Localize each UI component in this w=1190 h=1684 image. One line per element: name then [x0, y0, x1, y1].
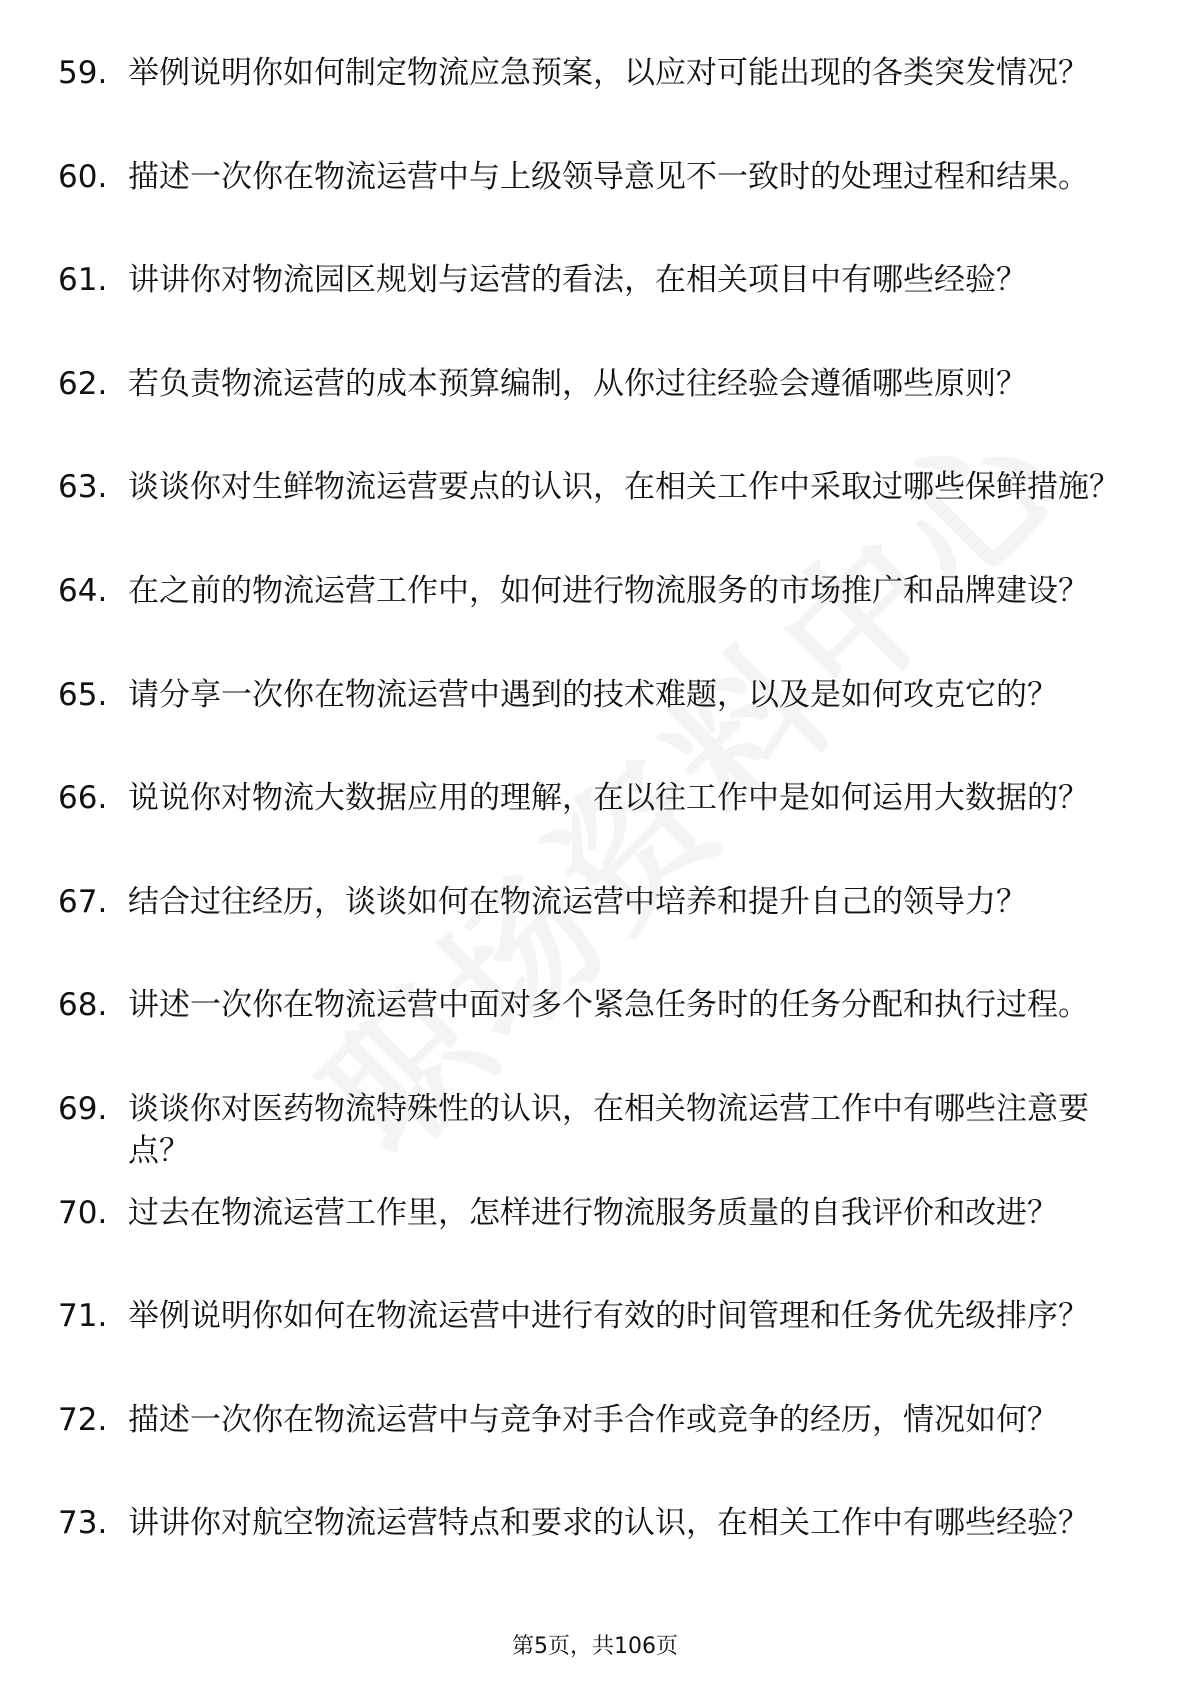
question-text: 举例说明你如何制定物流应急预案，以应对可能出现的各类突发情况？	[128, 55, 1089, 91]
page-number-label: 第5页，共106页	[512, 1634, 678, 1659]
question-item-61	[58, 259, 1128, 363]
question-text: 若负责物流运营的成本预算编制，从你过往经验会遵循哪些原则？	[128, 365, 1027, 402]
question-text: 描述一次你在物流运营中与上级领导意见不一致时的处理过程和结果。	[128, 158, 1089, 195]
question-number: 59.	[58, 55, 108, 91]
question-number: 73.	[58, 1505, 108, 1542]
question-item-65	[58, 674, 1128, 778]
question-text: 请分享一次你在物流运营中遇到的技术难题，以及是如何攻克它的？	[128, 676, 1058, 713]
question-number: 65.	[58, 676, 108, 713]
question-item-71	[58, 1295, 1128, 1399]
question-item-69	[58, 1088, 1128, 1192]
question-text: 讲讲你对航空物流运营特点和要求的认识，在相关工作中有哪些经验？	[128, 1505, 1089, 1542]
question-list	[58, 52, 1128, 1606]
question-text: 结合过往经历，谈谈如何在物流运营中培养和提升自己的领导力？	[128, 883, 1027, 920]
question-item-64	[58, 570, 1128, 674]
question-number: 62.	[58, 365, 108, 402]
question-number: 64.	[58, 572, 108, 609]
question-number: 60.	[58, 158, 108, 195]
question-text: 说说你对物流大数据应用的理解，在以往工作中是如何运用大数据的？	[128, 780, 1089, 817]
question-number: 70.	[58, 1194, 108, 1231]
question-text: 举例说明你如何在物流运营中进行有效的时间管理和任务优先级排序？	[128, 1298, 1089, 1335]
question-item-60	[58, 156, 1128, 260]
question-text: 在之前的物流运营工作中，如何进行物流服务的市场推广和品牌建设？	[128, 572, 1089, 609]
question-item-70	[58, 1192, 1128, 1296]
question-item-68	[58, 984, 1128, 1088]
question-number: 67.	[58, 883, 108, 920]
question-number: 71.	[58, 1298, 108, 1335]
question-item-59	[58, 52, 1128, 156]
question-number: 66.	[58, 780, 108, 817]
question-number: 63.	[58, 469, 108, 506]
question-number: 68.	[58, 987, 108, 1024]
page-footer	[0, 1633, 1190, 1661]
question-text: 讲讲你对物流园区规划与运营的看法，在相关项目中有哪些经验？	[128, 262, 1027, 299]
question-number: 72.	[58, 1401, 108, 1438]
question-item-67	[58, 881, 1128, 985]
question-item-66	[58, 777, 1128, 881]
question-number: 61.	[58, 262, 108, 299]
question-text: 过去在物流运营工作里，怎样进行物流服务质量的自我评价和改进？	[128, 1194, 1058, 1231]
question-item-72	[58, 1399, 1128, 1503]
question-item-62	[58, 363, 1128, 467]
question-text: 谈谈你对医药物流特殊性的认识，在相关物流运营工作中有哪些注意要点？	[128, 1090, 1089, 1169]
question-text: 描述一次你在物流运营中与竞争对手合作或竞争的经历，情况如何？	[128, 1401, 1058, 1438]
question-item-73	[58, 1502, 1128, 1606]
question-text: 谈谈你对生鲜物流运营要点的认识，在相关工作中采取过哪些保鲜措施？	[128, 469, 1120, 506]
question-number: 69.	[58, 1090, 108, 1127]
question-text: 讲述一次你在物流运营中面对多个紧急任务时的任务分配和执行过程。	[128, 987, 1089, 1024]
question-item-63	[58, 466, 1128, 570]
